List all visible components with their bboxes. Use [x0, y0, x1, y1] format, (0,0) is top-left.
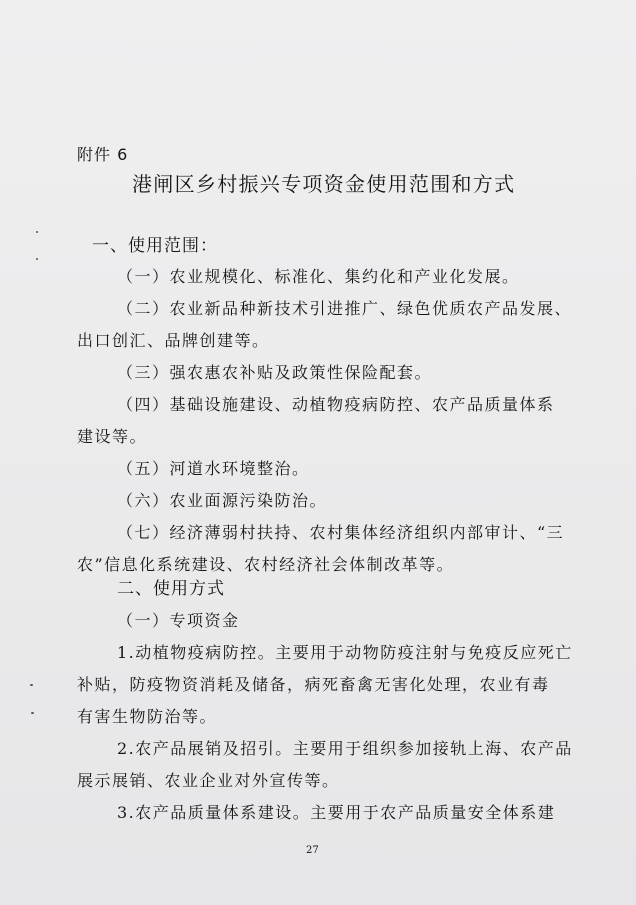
- section-1-line: （五）河道水环境整治。: [117, 459, 310, 478]
- section-1-line: （二）农业新品种新技术引进推广、绿色优质农产品发展、: [117, 299, 573, 318]
- section-2-line: 展示展销、农业企业对外宣传等。: [77, 771, 340, 790]
- section-1-line: （六）农业面源污染防治。: [117, 491, 328, 510]
- scan-speck: [36, 258, 38, 260]
- section-1-line: （四）基础设施建设、动植物疫病防控、农产品质量体系: [117, 395, 555, 414]
- scan-speck: [30, 684, 33, 686]
- section-2-line: （一）专项资金: [117, 611, 240, 630]
- section-2-line: 有害生物防治等。: [77, 707, 218, 726]
- page-number: 27: [306, 845, 319, 856]
- section-2-line: 1.动植物疫病防控。主要用于动物防疫注射与免疫反应死亡: [117, 643, 573, 662]
- section-1-line: （三）强农惠农补贴及政策性保险配套。: [117, 363, 433, 382]
- section-2-line: 3.农产品质量体系建设。主要用于农产品质量安全体系建: [117, 803, 556, 822]
- document-title: 港闸区乡村振兴专项资金使用范围和方式: [132, 172, 516, 196]
- section-1-heading: 一、使用范围：: [92, 236, 218, 256]
- section-2-heading: 二、使用方式: [117, 579, 225, 599]
- section-1-line: 建设等。: [77, 427, 148, 446]
- section-1-line: （七）经济薄弱村扶持、农村集体经济组织内部审计、“三: [117, 523, 565, 542]
- section-1-line: 农”信息化系统建设、农村经济社会体制改革等。: [77, 555, 455, 574]
- section-2-line: 补贴，防疫物资消耗及储备，病死畜禽无害化处理，农业有毒: [77, 675, 550, 694]
- section-1-line: 出口创汇、品牌创建等。: [77, 331, 270, 350]
- section-2-line: 2.农产品展销及招引。主要用于组织参加接轨上海、农产品: [117, 739, 573, 758]
- attachment-label: 附件 6: [77, 145, 129, 164]
- scan-speck: [31, 712, 34, 714]
- scan-speck: [36, 231, 38, 233]
- section-1-line: （一）农业规模化、标准化、集约化和产业化发展。: [117, 267, 520, 286]
